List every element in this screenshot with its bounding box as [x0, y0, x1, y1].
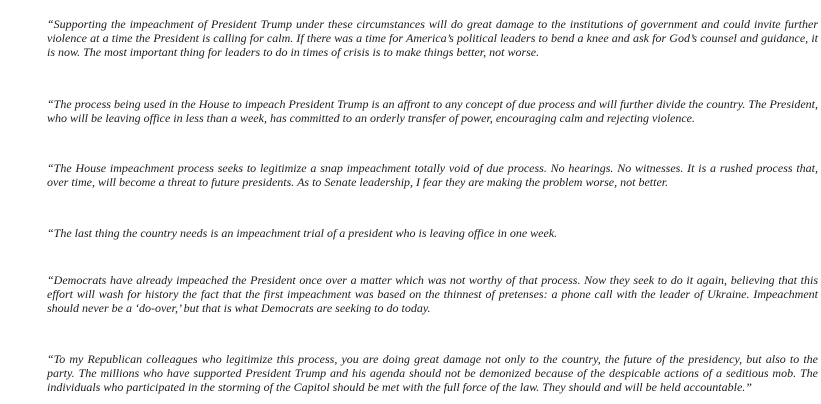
- quote-paragraph: “To my Republican colleagues who legitimize this process, you are doing great damage not only to the country, the future of the presidency, but also to the party. The millions who have supported President Trump and his agenda should not be demonized because of the despicable actions of a seditious mob. The individuals who participated in the storming of the Capitol should be met with the full force of the law. They should and will be held accountable.”: [47, 352, 818, 394]
- quote-paragraph: “The last thing the country needs is an impeachment trial of a president who is leaving office in one week.: [47, 226, 558, 240]
- quote-paragraph: “The process being used in the House to impeach President Trump is an affront to any concept of due process and will further divide the country. The President, who will be leaving office in less than a week, has committed to an orderly transfer of power, encouraging calm and rejecting violence.: [47, 97, 818, 125]
- quote-paragraph: “The House impeachment process seeks to legitimize a snap impeachment totally void of due process. No hearings. No witnesses. It is a rushed process that, over time, will become a threat to future presidents. As to Senate leadership, I fear they are making the problem worse, not better.: [47, 161, 818, 189]
- quote-paragraph: “Democrats have already impeached the President once over a matter which was not worthy of that process. Now they seek to do it again, believing that this effort will wash for history the fact that the first impeachment was based on the thinnest of pretenses: a phone call with the leader of Ukraine. Impeachment should never be a ‘do-over,’ but that is what Democrats are seeking to do today.: [47, 273, 818, 315]
- quote-paragraph: “Supporting the impeachment of President Trump under these circumstances will do great damage to the institutions of government and could invite further violence at a time the President is calling for calm. If there was a time for America’s political leaders to bend a knee and ask for God’s counsel and guidance, it is now. The most important thing for leaders to do in times of crisis is to make things better, not worse.: [47, 17, 818, 59]
